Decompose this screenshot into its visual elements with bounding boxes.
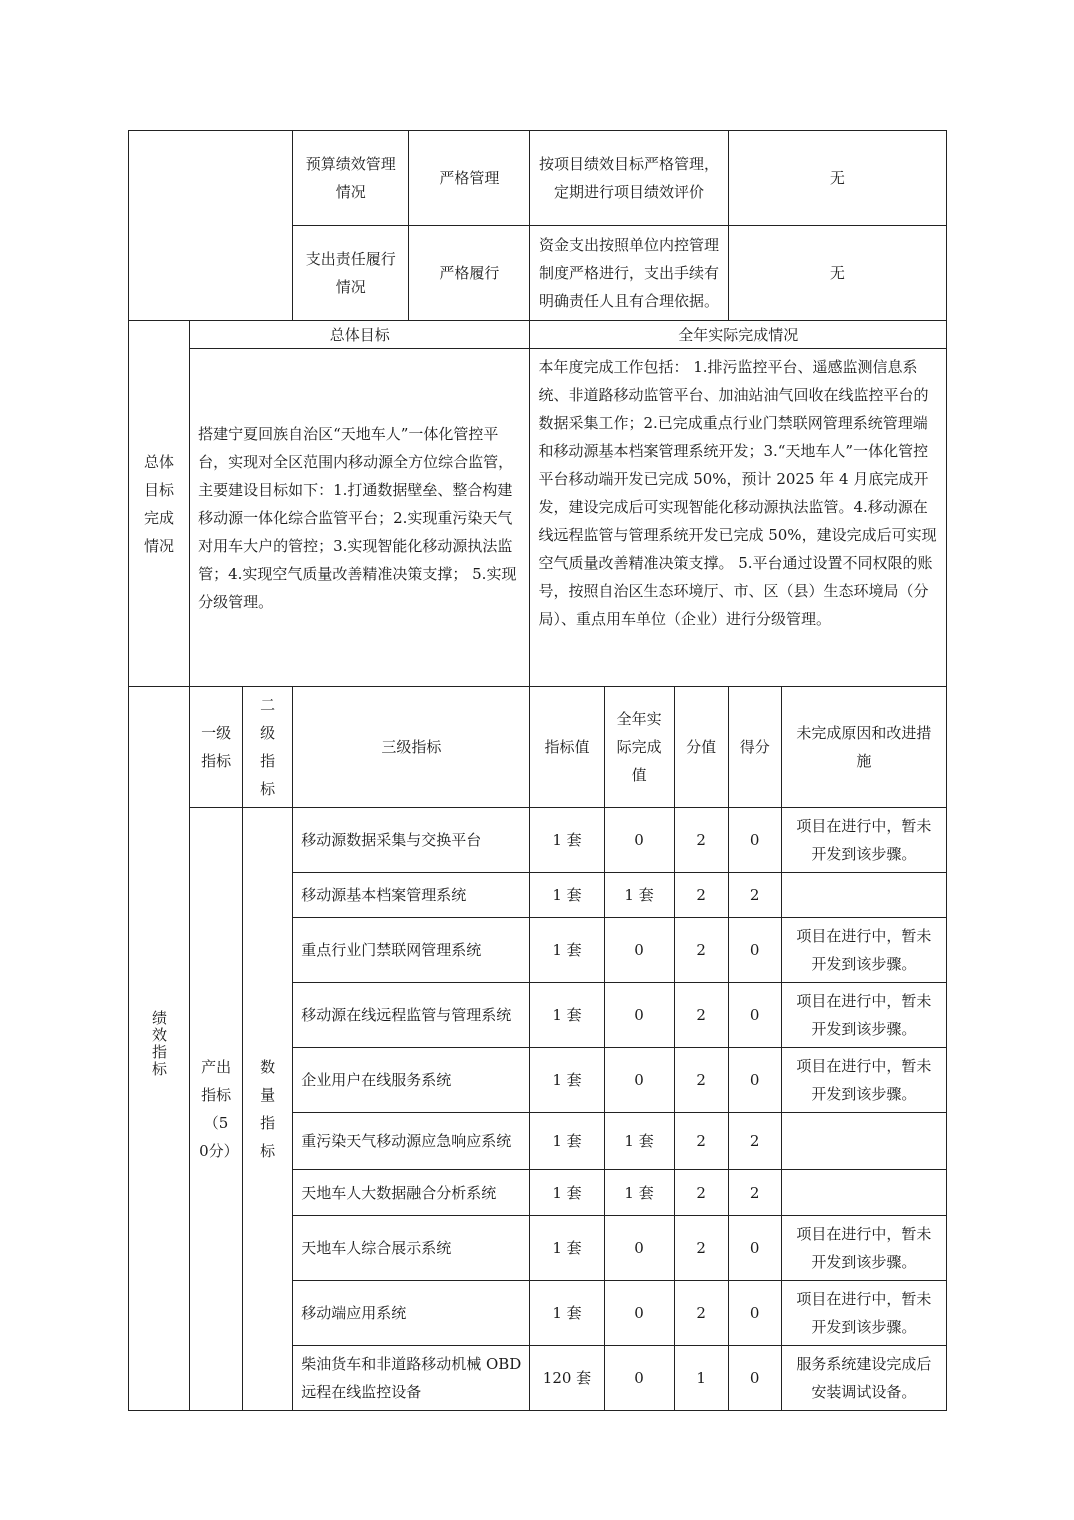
actual-value: 1 套 <box>604 1113 674 1170</box>
overall-goal-header: 总体目标 <box>190 321 530 349</box>
level3-name: 重点行业门禁联网管理系统 <box>293 918 530 983</box>
score: 0 <box>728 983 781 1048</box>
header-level1: 一级指标 <box>190 687 243 808</box>
target-value: 1 套 <box>530 1281 604 1346</box>
full-score: 2 <box>674 1216 728 1281</box>
level3-name: 重污染天气移动源应急响应系统 <box>293 1113 530 1170</box>
actual-value: 0 <box>604 1216 674 1281</box>
full-score: 2 <box>674 873 728 918</box>
budget-row <box>129 131 947 226</box>
budget-note: 无 <box>728 131 946 226</box>
reason: 项目在进行中，暂未开发到该步骤。 <box>781 918 946 983</box>
level3-name: 天地车人大数据融合分析系统 <box>293 1170 530 1216</box>
level3-name: 移动端应用系统 <box>293 1281 530 1346</box>
header-actual: 全年实际完成值 <box>604 687 674 808</box>
full-score: 2 <box>674 918 728 983</box>
header-level3: 三级指标 <box>293 687 530 808</box>
target-value: 1 套 <box>530 1048 604 1113</box>
full-score: 2 <box>674 1170 728 1216</box>
header-level2: 二级指标 <box>243 687 293 808</box>
overall-goal-text: 搭建宁夏回族自治区“天地车人”一体化管控平台，实现对全区范围内移动源全方位综合监管，主要建设目标如下：1.打通数据壁垒、整合构建移动源一体化综合监管平台；2.实现重污染天气对用车大户的管控；3.实现智能化移动源执法监管；4.实现空气质量改善精准决策支撑； 5.实现分级管理。 <box>190 349 530 687</box>
budget-desc: 资金支出按照单位内控管理制度严格进行，支出手续有明确责任人且有合理依据。 <box>530 226 728 321</box>
full-score: 2 <box>674 983 728 1048</box>
perf-header-row <box>129 687 947 808</box>
budget-item: 支出责任履行情况 <box>293 226 409 321</box>
level3-name: 柴油货车和非道路移动机械 OBD 远程在线监控设备 <box>293 1346 530 1411</box>
level3-name: 移动源基本档案管理系统 <box>293 873 530 918</box>
header-score-full: 分值 <box>674 687 728 808</box>
reason: 服务系统建设完成后安装调试设备。 <box>781 1346 946 1411</box>
target-value: 1 套 <box>530 1216 604 1281</box>
actual-value: 0 <box>604 1346 674 1411</box>
actual-completion-text: 本年度完成工作包括： 1.排污监控平台、遥感监测信息系统、非道路移动监管平台、加油站油气回收在线监控平台的数据采集工作；2.已完成重点行业门禁联网管理系统管理端和移动源基本档案管理系统开发；3.“天地车人”一体化管控平台移动端开发已完成 50%，预计 2025 年 4 月底完成开发，建设完成后可实现智能化移动源执法监管。4.移动源在线远程监管与管理系统开发已完成 50%，建设完成后可实现空气质量改善精准决策支撑。 5.平台通过设置不同权限的账号，按照自治区生态环境厅、市、区（县）生态环境局（分局）、重点用车单位（企业）进行分级管理。 <box>530 349 947 687</box>
budget-desc: 按项目绩效目标严格管理，定期进行项目绩效评价 <box>530 131 728 226</box>
actual-completion-header: 全年实际完成情况 <box>530 321 947 349</box>
actual-value: 0 <box>604 808 674 873</box>
header-target: 指标值 <box>530 687 604 808</box>
level3-name: 移动源在线远程监管与管理系统 <box>293 983 530 1048</box>
score: 0 <box>728 808 781 873</box>
reason: 项目在进行中，暂未开发到该步骤。 <box>781 1281 946 1346</box>
actual-value: 0 <box>604 1281 674 1346</box>
reason: 项目在进行中，暂未开发到该步骤。 <box>781 1048 946 1113</box>
reason <box>781 1113 946 1170</box>
goal-header-row <box>129 321 947 349</box>
actual-value: 1 套 <box>604 1170 674 1216</box>
reason: 项目在进行中，暂未开发到该步骤。 <box>781 983 946 1048</box>
table-row <box>129 808 947 873</box>
level3-name: 企业用户在线服务系统 <box>293 1048 530 1113</box>
budget-status: 严格管理 <box>409 131 530 226</box>
level3-name: 天地车人综合展示系统 <box>293 1216 530 1281</box>
actual-value: 0 <box>604 1048 674 1113</box>
full-score: 2 <box>674 1281 728 1346</box>
score: 2 <box>728 1170 781 1216</box>
level3-name: 移动源数据采集与交换平台 <box>293 808 530 873</box>
goal-section-label: 总体目标完成情况 <box>129 321 190 687</box>
score: 0 <box>728 1216 781 1281</box>
actual-value: 0 <box>604 918 674 983</box>
budget-item: 预算绩效管理情况 <box>293 131 409 226</box>
perf-section-label: 绩效指标 <box>129 687 190 1411</box>
actual-value: 1 套 <box>604 873 674 918</box>
target-value: 1 套 <box>530 1113 604 1170</box>
level1-cell: 产出指标（50分） <box>190 808 243 1411</box>
full-score: 1 <box>674 1346 728 1411</box>
score: 2 <box>728 873 781 918</box>
level2-cell: 数量指标 <box>243 808 293 1411</box>
performance-report-page <box>128 130 947 1411</box>
full-score: 2 <box>674 1048 728 1113</box>
full-score: 2 <box>674 1113 728 1170</box>
header-score: 得分 <box>728 687 781 808</box>
score: 0 <box>728 1048 781 1113</box>
reason: 项目在进行中，暂未开发到该步骤。 <box>781 808 946 873</box>
target-value: 120 套 <box>530 1346 604 1411</box>
reason <box>781 1170 946 1216</box>
target-value: 1 套 <box>530 808 604 873</box>
score: 2 <box>728 1113 781 1170</box>
target-value: 1 套 <box>530 873 604 918</box>
reason <box>781 873 946 918</box>
score: 0 <box>728 1281 781 1346</box>
target-value: 1 套 <box>530 918 604 983</box>
performance-table <box>128 130 947 1411</box>
budget-status: 严格履行 <box>409 226 530 321</box>
goal-content-row <box>129 349 947 687</box>
budget-note: 无 <box>728 226 946 321</box>
target-value: 1 套 <box>530 983 604 1048</box>
actual-value: 0 <box>604 983 674 1048</box>
header-reason: 未完成原因和改进措施 <box>781 687 946 808</box>
score: 0 <box>728 1346 781 1411</box>
target-value: 1 套 <box>530 1170 604 1216</box>
full-score: 2 <box>674 808 728 873</box>
score: 0 <box>728 918 781 983</box>
blank-cell <box>129 131 293 321</box>
reason: 项目在进行中，暂未开发到该步骤。 <box>781 1216 946 1281</box>
